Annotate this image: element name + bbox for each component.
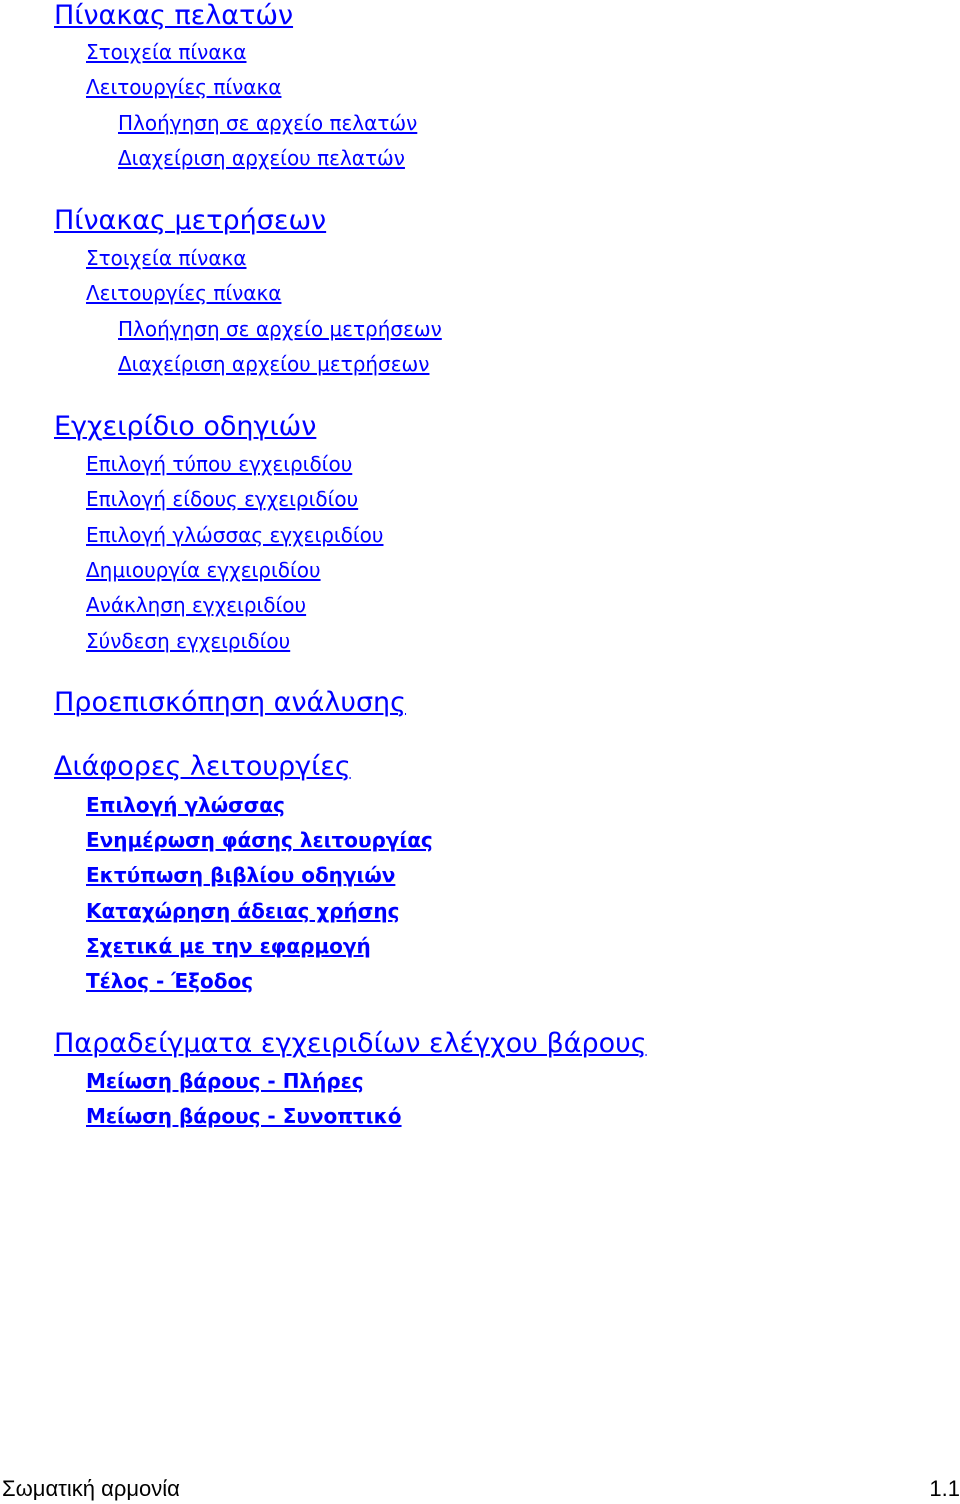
toc-link-weight-loss-summary[interactable]: Μείωση βάρους - Συνοπτικό — [86, 1104, 402, 1128]
toc-link-weight-loss-full[interactable]: Μείωση βάρους - Πλήρες — [86, 1069, 364, 1093]
toc-link-select-language[interactable]: Επιλογή γλώσσας — [86, 793, 285, 817]
toc-link-navigate-measurements-file[interactable]: Πλοήγηση σε αρχείο μετρήσεων — [118, 317, 442, 341]
toc-link-measurements-table[interactable]: Πίνακας μετρήσεων — [54, 205, 327, 236]
toc-link-instructions-manual[interactable]: Εγχειρίδιο οδηγιών — [54, 411, 317, 442]
toc-link-misc-functions[interactable]: Διάφορες λειτουργίες — [54, 751, 351, 782]
toc-link-manual-type[interactable]: Επιλογή τύπου εγχειριδίου — [86, 452, 353, 476]
toc-link-measurements-table-functions[interactable]: Λειτουργίες πίνακα — [86, 281, 282, 305]
toc-link-manage-measurements-file[interactable]: Διαχείριση αρχείου μετρήσεων — [118, 352, 430, 376]
toc-link-manage-customers-file[interactable]: Διαχείριση αρχείου πελατών — [118, 146, 405, 170]
footer-title: Σωματική αρμονία — [2, 1476, 180, 1501]
toc-link-print-book[interactable]: Εκτύπωση βιβλίου οδηγιών — [86, 863, 396, 887]
toc-link-customers-table[interactable]: Πίνακας πελατών — [54, 0, 294, 31]
toc-link-weight-examples[interactable]: Παραδείγματα εγχειριδίων ελέγχου βάρους — [54, 1028, 647, 1059]
footer-page-number: 1.1 — [929, 1476, 960, 1501]
toc-link-manual-link[interactable]: Σύνδεση εγχειριδίου — [86, 629, 291, 653]
toc-link-about[interactable]: Σχετικά με την εφαρμογή — [86, 934, 371, 958]
page-footer — [0, 1474, 960, 1504]
toc-link-register-license[interactable]: Καταχώρηση άδειας χρήσης — [86, 899, 400, 923]
toc-link-navigate-customers-file[interactable]: Πλοήγηση σε αρχείο πελατών — [118, 111, 418, 135]
toc-link-manual-language[interactable]: Επιλογή γλώσσας εγχειριδίου — [86, 523, 384, 547]
toc-link-measurements-table-fields[interactable]: Στοιχεία πίνακα — [86, 246, 247, 270]
toc-link-exit[interactable]: Τέλος - Έξοδος — [86, 969, 254, 993]
toc-link-customers-table-fields[interactable]: Στοιχεία πίνακα — [86, 40, 247, 64]
toc-link-customers-table-functions[interactable]: Λειτουργίες πίνακα — [86, 75, 282, 99]
toc-link-update-phase[interactable]: Ενημέρωση φάσης λειτουργίας — [86, 828, 433, 852]
toc-link-manual-create[interactable]: Δημιουργία εγχειριδίου — [86, 558, 321, 582]
toc-link-analysis-preview[interactable]: Προεπισκόπηση ανάλυσης — [54, 687, 407, 718]
toc-link-manual-recall[interactable]: Ανάκληση εγχειριδίου — [86, 593, 307, 617]
toc-link-manual-kind[interactable]: Επιλογή είδους εγχειριδίου — [86, 487, 359, 511]
